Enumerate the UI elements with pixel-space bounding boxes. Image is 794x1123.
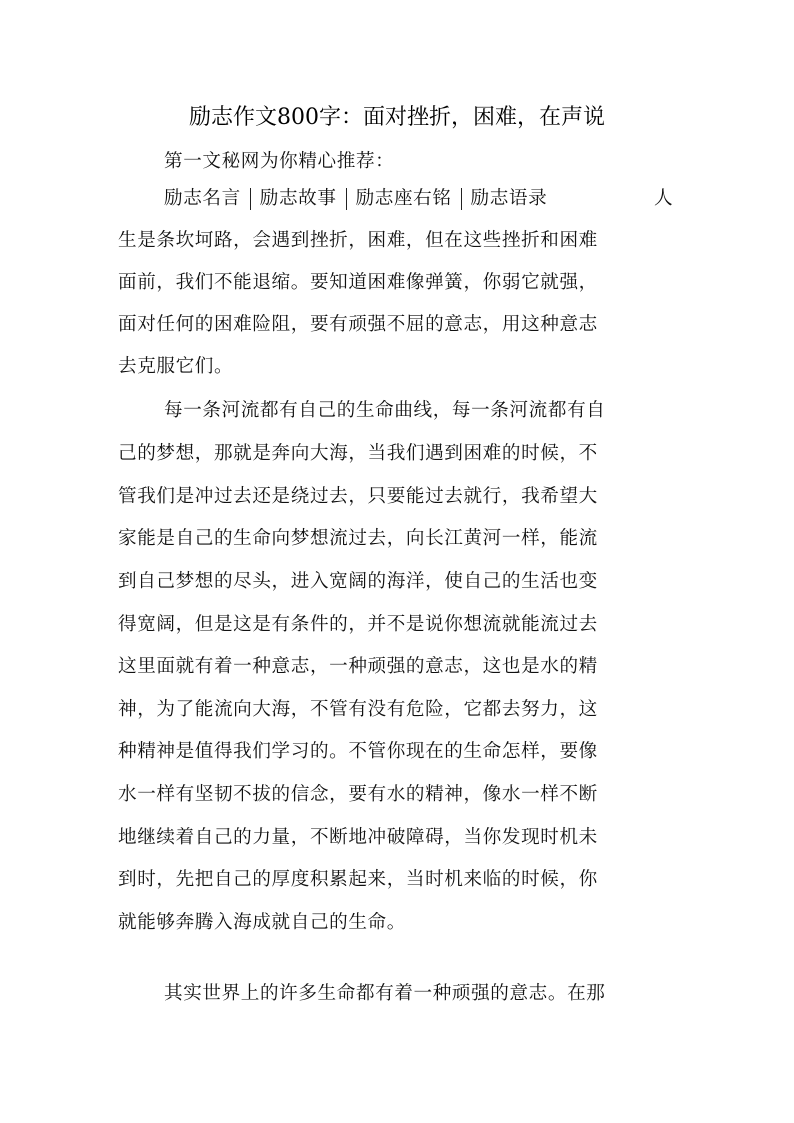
body-line: 管我们是冲过去还是绕过去，只要能过去就行，我希望大: [118, 486, 598, 507]
body-line: 到自己梦想的尽头，进入宽阔的海洋，使自己的生活也变: [118, 571, 598, 592]
body-line: 种精神是值得我们学习的。不管你现在的生命怎样，要像: [118, 741, 598, 762]
link-mottos[interactable]: 励志座右铭: [355, 188, 452, 209]
body-line: 面前，我们不能退缩。要知道困难像弹簧，你弱它就强，: [118, 272, 598, 293]
body-line: 其实世界上的许多生命都有着一种顽强的意志。在那: [164, 983, 606, 1004]
body-line: 到时，先把自己的厚度积累起来，当时机来临的时候，你: [118, 869, 598, 890]
body-line: 己的梦想，那就是奔向大海，当我们遇到困难的时候，不: [118, 443, 598, 464]
body-line: 地继续着自己的力量，不断地冲破障碍，当你发现时机未: [118, 827, 598, 848]
body-line: 这里面就有着一种意志，一种顽强的意志，这也是水的精: [118, 656, 598, 677]
body-line: 家能是自己的生命向梦想流过去，向长江黄河一样，能流: [118, 528, 598, 549]
body-line: 去克服它们。: [118, 356, 234, 377]
body-line: 神，为了能流向大海，不管有没有危险，它都去努力，这: [118, 699, 598, 720]
body-line: 面对任何的困难险阻，要有顽强不屈的意志，用这种意志: [118, 314, 598, 335]
link-famous-quotes[interactable]: 励志名言: [164, 188, 241, 209]
link-stories[interactable]: 励志故事: [259, 188, 337, 209]
recommend-line: 第一文秘网为你精心推荐：: [164, 151, 395, 172]
body-line: 每一条河流都有自己的生命曲线，每一条河流都有自: [164, 400, 606, 421]
link-sayings[interactable]: 励志语录: [470, 188, 548, 209]
body-line: 得宽阔，但是这是有条件的，并不是说你想流就能流过去: [118, 614, 598, 635]
body-line: 就能够奔腾入海成就自己的生命。: [118, 912, 406, 933]
divider: [461, 188, 462, 210]
body-line: 生是条坎坷路，会遇到挫折，困难，但在这些挫折和困难: [118, 230, 598, 251]
related-links: [164, 188, 547, 210]
body-line: 水一样有坚韧不拔的信念，要有水的精神，像水一样不断: [118, 784, 598, 805]
paragraph-start-char: 人: [654, 188, 673, 209]
divider: [250, 188, 251, 210]
document-title: 励志作文800字：面对挫折，困难，在声说: [189, 105, 605, 130]
divider: [346, 188, 347, 210]
